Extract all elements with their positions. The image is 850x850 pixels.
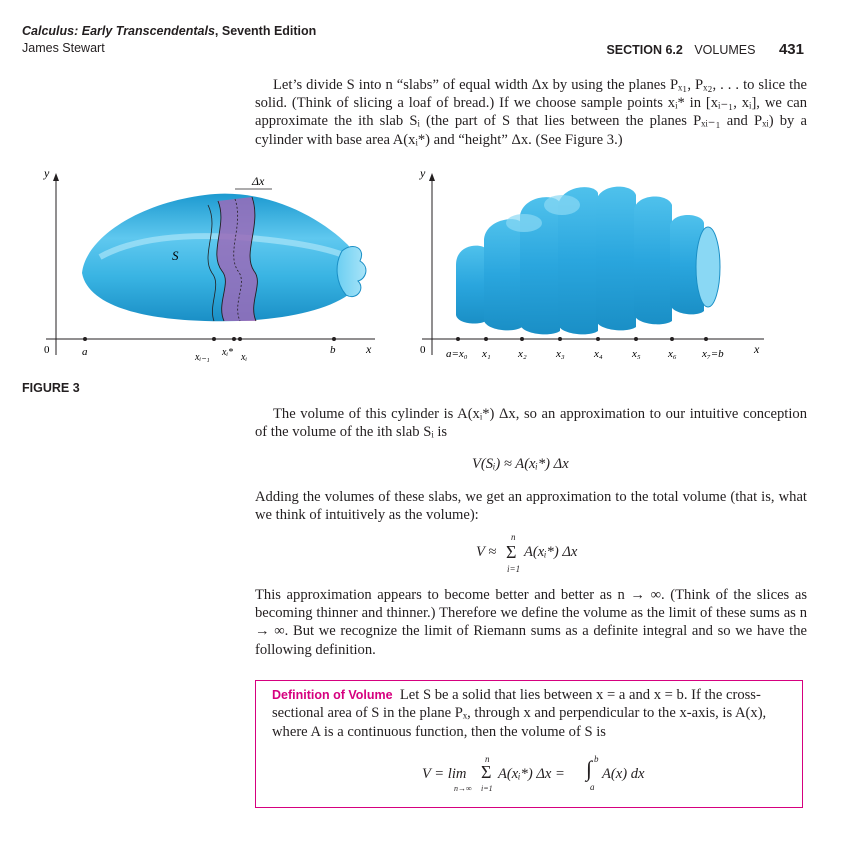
- y-axis-right-label: y: [420, 166, 426, 180]
- cylinder-1: [456, 246, 486, 324]
- solid-end-cap: [337, 246, 366, 296]
- label-xi: xᵢ: [241, 352, 248, 363]
- cylinder-top-highlight: [544, 195, 580, 215]
- paragraph-limit-text: This approximation appears to become better and better as n → ∞. (Think of the slices as becoming thinner and thinner.) Therefore we define the volume as the limit of these sums as n → ∞. But we recognize the limit of Riemann sums as a definite integral and so we have the following definition.: [255, 587, 807, 658]
- paragraph-slabs: [255, 76, 807, 149]
- equation-volume-definition: [422, 752, 662, 796]
- cylinder-stack: [456, 187, 720, 335]
- eq2-upper: n: [511, 532, 516, 542]
- paragraph-slabs-text: Let’s divide S into n “slabs” of equal width Δx by using the planes Pₓ₁, Pₓ₂, . . . to slice the solid. (Think of slicing a loaf of bread.) If we choose sample points xᵢ* in [xᵢ₋₁, xᵢ], we can approximate the ith slab Sᵢ (the part of S that lies between the planes Pₓᵢ₋₁ and Pₓᵢ) by a cylinder with base area A(xᵢ*) and “height” Δx. (See Figure 3.): [255, 77, 807, 148]
- book-title-text: Calculus: Early Transcendentals: [22, 24, 215, 38]
- equation-slab-volume: V(Sᵢ) ≈ A(xᵢ*) Δx: [472, 456, 569, 472]
- label-a: a: [82, 346, 88, 358]
- y-axis-right-arrow-icon: [429, 173, 435, 181]
- book-title: [22, 24, 316, 38]
- tick-x4: [596, 337, 600, 341]
- paragraph-limit: [255, 586, 807, 659]
- origin-label: 0: [44, 344, 50, 356]
- x-axis-label: x: [366, 342, 372, 356]
- label-xim1: xᵢ₋₁: [195, 352, 210, 363]
- label-xstar: xᵢ*: [222, 347, 234, 358]
- tick-label-x7: x₇=b: [702, 348, 724, 360]
- definition-text-block: [272, 686, 792, 741]
- figure-label: FIGURE 3: [22, 381, 80, 395]
- paragraph-sum: [255, 488, 807, 524]
- tick-x7: [704, 337, 708, 341]
- cylinder-6: [634, 196, 672, 324]
- def-eq-int-upper: b: [594, 754, 599, 764]
- equation-riemann-sum: [476, 532, 616, 576]
- tick-xstar: [232, 337, 236, 341]
- page-number: 431: [778, 41, 804, 58]
- eq2-sum-symbol: Σ: [506, 542, 517, 562]
- tick-x2: [520, 337, 524, 341]
- x-axis-right-label: x: [754, 342, 760, 356]
- delta-x-label: Δx: [252, 174, 265, 188]
- book-author: James Stewart: [22, 41, 105, 55]
- cylinder-top-highlight-2: [506, 214, 542, 232]
- y-axis-label: y: [44, 166, 50, 180]
- tick-x3: [558, 337, 562, 341]
- origin-right-label: 0: [420, 344, 426, 356]
- figure-cylinders: [412, 165, 782, 375]
- def-eq-lhs: V = lim: [422, 766, 467, 782]
- definition-text: Let S be a solid that lies between x = a and x = b. If the cross-sectional area of S in the plane Pₓ, through x and perpendicular to the x-axis, is A(x), where A is a continuous function, then the volume of S is: [272, 687, 767, 740]
- eq2-lhs: V ≈: [476, 544, 497, 560]
- def-eq-lim-sub: n→∞: [454, 784, 472, 793]
- label-b: b: [330, 344, 336, 356]
- def-eq-sum-lower: i=1: [481, 784, 493, 793]
- tick-x0: [456, 337, 460, 341]
- tick-x6: [670, 337, 674, 341]
- eq2-lower: i=1: [507, 564, 521, 574]
- tick-label-x2: x₂: [518, 348, 527, 360]
- def-eq-sum-upper: n: [485, 754, 490, 764]
- tick-xi: [238, 337, 242, 341]
- cylinder-5: [596, 187, 636, 331]
- paragraph-cylinder-volume-text: The volume of this cylinder is A(xᵢ*) Δx, so an approximation to our intuitive conception of the volume of the ith slab Sᵢ is: [255, 406, 807, 441]
- def-eq-mid: A(xᵢ*) Δx =: [498, 766, 565, 782]
- tick-x1: [484, 337, 488, 341]
- cylinder-2: [484, 219, 522, 330]
- tick-label-x3: x₃: [556, 348, 565, 360]
- tick-label-x5: x₅: [632, 348, 641, 360]
- cylinder-end-face: [696, 227, 720, 307]
- tick-label-x6: x₆: [668, 348, 677, 360]
- tick-xim1: [212, 337, 216, 341]
- def-eq-sum-symbol: Σ: [481, 762, 492, 782]
- section-title: VOLUMES: [694, 43, 756, 57]
- book-edition: , Seventh Edition: [214, 24, 317, 38]
- tick-label-x1: x₁: [482, 348, 491, 360]
- def-eq-rhs: A(x) dx: [602, 766, 645, 782]
- tick-x5: [634, 337, 638, 341]
- definition-label: Definition of Volume: [272, 688, 393, 702]
- paragraph-cylinder-volume: [255, 405, 807, 441]
- section-label: SECTION 6.2: [606, 43, 683, 57]
- eq2-body: A(xᵢ*) Δx: [524, 544, 578, 560]
- y-axis-arrow-icon: [53, 173, 59, 181]
- solid-label: S: [172, 248, 179, 263]
- tick-b: [332, 337, 336, 341]
- def-eq-int-lower: a: [590, 782, 595, 792]
- tick-label-x0: a=x₀: [446, 348, 468, 360]
- figure-solid-slab: [30, 165, 400, 375]
- running-header: [606, 41, 804, 58]
- tick-a: [83, 337, 87, 341]
- def-eq-integral: ∫: [586, 756, 593, 781]
- paragraph-sum-text: Adding the volumes of these slabs, we get an approximation to the total volume (that is, what we think of intuitively as the volume):: [255, 489, 807, 524]
- tick-label-x4: x₄: [594, 348, 603, 360]
